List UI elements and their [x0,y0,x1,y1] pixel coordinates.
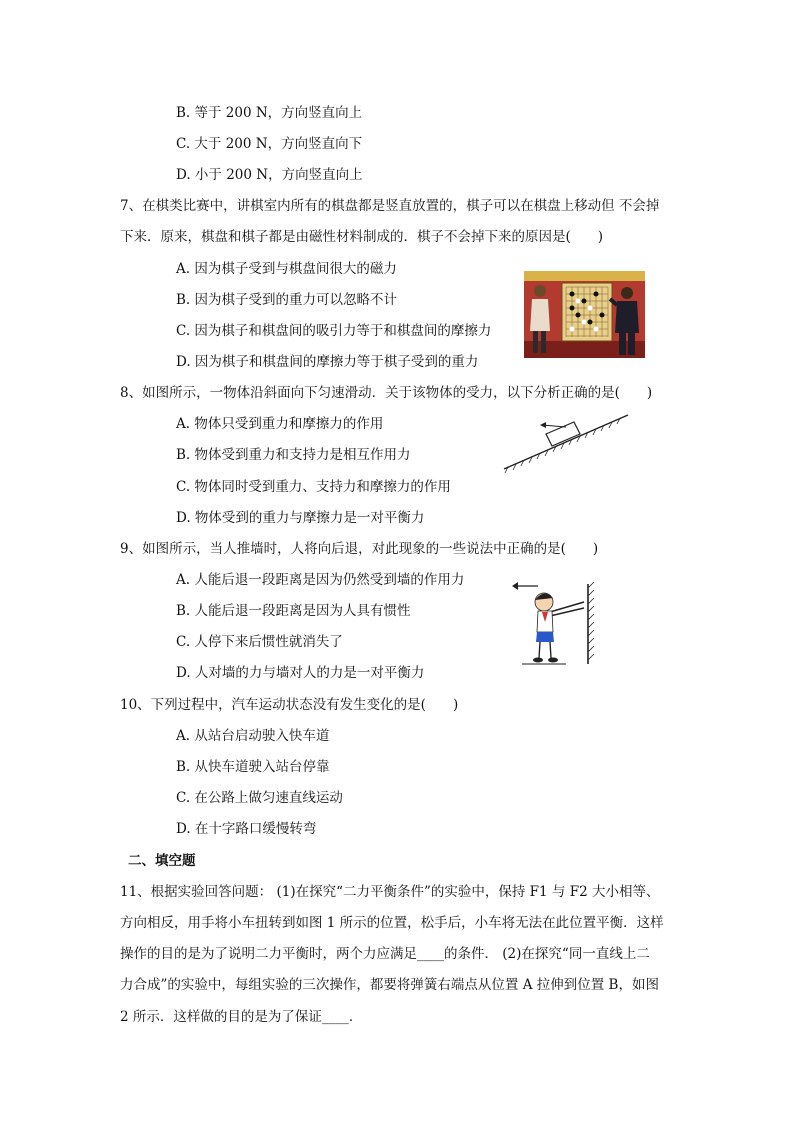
q11-line3: 操作的目的是为了说明二力平衡时，两个力应满足____的条件． (2)在探究“同一直线上二 [120,946,650,962]
q11-line2: 方向相反，用手将小车扭转到如图 1 所示的位置，松手后，小车将无法在此位置平衡．这样 [120,915,664,931]
q8-stem: 8、如图所示，一物体沿斜面向下匀速滑动．关于该物体的受力，以下分析正确的是( ) [120,385,653,401]
q7-stem-line2: 下来．原来，棋盘和棋子都是由磁性材料制成的．棋子不会掉下来的原因是( ) [120,229,604,245]
section-heading-fill-in: 二、填空题 [128,853,196,869]
q8-option-a: A. 物体只受到重力和摩擦力的作用 [176,416,384,432]
q11-line1: 11、根据实验回答问题： (1)在探究“二力平衡条件”的实验中，保持 F1 与 F2 大小相等、 [120,884,660,900]
go-board-photo [524,271,645,358]
q10-option-b: B. 从快车道驶入站台停靠 [176,759,330,775]
q7-option-d: D. 因为棋子和棋盘间的摩擦力等于棋子受到的重力 [176,354,479,370]
q8-option-b: B. 物体受到重力和支持力是相互作用力 [176,447,411,463]
q6-option-d: D. 小于 200 N，方向竖直向上 [176,167,363,183]
incline-block-figure [496,405,632,475]
q7-option-a: A. 因为棋子受到与棋盘间很大的磁力 [176,261,397,277]
q9-option-a: A. 人能后退一段距离是因为仍然受到墙的作用力 [176,572,465,588]
q11-line5: 2 所示．这样做的目的是为了保证____． [120,1009,363,1025]
q9-stem: 9、如图所示，当人推墙时，人将向后退，对此现象的一些说法中正确的是( ) [120,541,599,557]
q8-option-c: C. 物体同时受到重力、支持力和摩擦力的作用 [176,479,451,495]
q10-option-d: D. 在十字路口缓慢转弯 [176,821,317,837]
q9-option-c: C. 人停下来后惯性就消失了 [176,634,343,650]
q6-option-c: C. 大于 200 N，方向竖直向下 [176,136,363,152]
q7-option-c: C. 因为棋子和棋盘间的吸引力等于和棋盘间的摩擦力 [176,323,492,339]
q7-stem-line1: 7、在棋类比赛中，讲棋室内所有的棋盘都是竖直放置的，棋子可以在棋盘上移动但 不会掉 [120,198,660,214]
q11-line4: 力合成”的实验中，每组实验的三次操作，都要将弹簧右端点从位置 A 拉伸到位置 B，如图 [120,977,659,993]
q9-option-d: D. 人对墙的力与墙对人的力是一对平衡力 [176,665,425,681]
q9-option-b: B. 人能后退一段距离是因为人具有惯性 [176,603,411,619]
q10-stem: 10、下列过程中，汽车运动状态没有发生变化的是( ) [120,697,459,713]
q7-option-b: B. 因为棋子受到的重力可以忽略不计 [176,292,398,308]
q10-option-c: C. 在公路上做匀速直线运动 [176,790,343,806]
person-pushing-wall-figure [508,576,600,668]
q8-option-d: D. 物体受到的重力与摩擦力是一对平衡力 [176,510,425,526]
q10-option-a: A. 从站台启动驶入快车道 [176,728,330,744]
q6-option-b: B. 等于 200 N，方向竖直向上 [176,105,363,121]
